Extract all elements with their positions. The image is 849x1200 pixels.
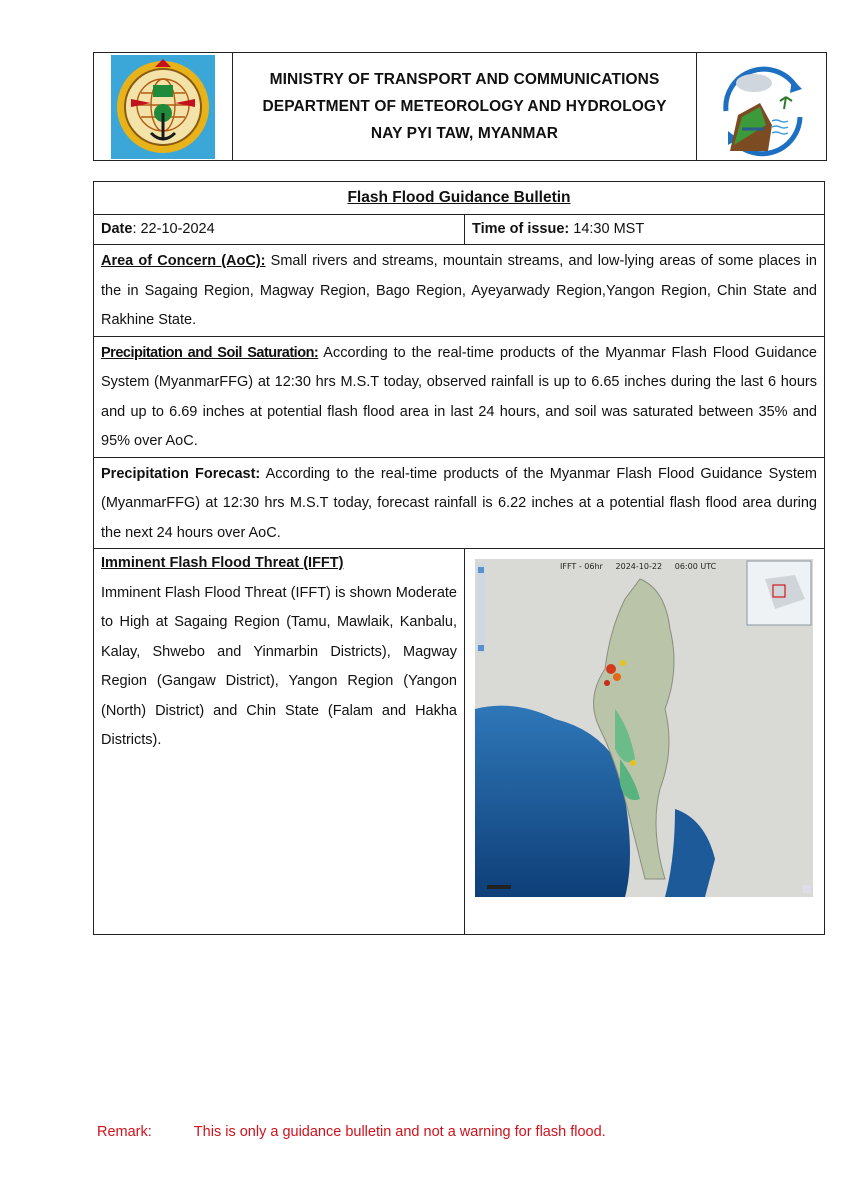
ifft-section <box>94 549 824 934</box>
hydrology-cycle-icon <box>708 55 816 159</box>
precip-label: Precipitation and Soil Saturation: <box>101 344 319 361</box>
remark <box>97 1124 606 1140</box>
forecast-label: Precipitation Forecast: <box>101 465 261 482</box>
precip-text: According to the real-time products of the Myanmar Flash Flood Guidance System (MyanmarFFG) at 12:30 hrs M.S.T today, observed rainfall is up to 6.65 inches during the last 6 hours and up to 6.69 inches at potential flash flood area in last 24 hours, and soil was saturated between 35% and 95% over AoC. <box>101 344 817 449</box>
myanmar-ifft-map <box>475 559 813 897</box>
precipitation-forecast <box>94 458 824 550</box>
location-name: NAY PYI TAW, MYANMAR <box>370 124 559 142</box>
date-label: Date <box>101 221 133 237</box>
issue-date <box>94 215 465 244</box>
forecast-text: According to the real-time products of the Myanmar Flash Flood Guidance System (MyanmarFFG) at 12:30 hrs M.S.T today, forecast rainfall is 6.22 inches at a potential flash flood area during the next 24 hours over AoC. <box>101 465 818 541</box>
header-titles <box>233 53 696 160</box>
date-value: : 22-10-2024 <box>132 221 215 237</box>
area-of-concern <box>94 245 824 337</box>
issue-time <box>465 215 651 244</box>
date-time-row <box>94 215 824 245</box>
header-table <box>93 52 827 161</box>
remark-label: Remark: <box>97 1124 152 1140</box>
ifft-description <box>94 549 465 934</box>
ifft-map-cell <box>465 549 824 934</box>
ifft-text: Imminent Flash Flood Threat (IFFT) is shown Moderate to High at Sagaing Region (Tamu, Mawlaik, Kanbalu, Kalay, Shwebo and Yinmarbin Districts), Magway Region (Gangaw District), Yangon Region (Yangon (North) District) and Chin State (Falam and Hakha Districts). <box>101 584 457 748</box>
aoc-label: Area of Concern (AoC): <box>101 253 266 269</box>
precipitation-soil-saturation <box>94 337 824 458</box>
ministry-name: MINISTRY OF TRANSPORT AND COMMUNICATIONS <box>269 70 660 88</box>
bulletin-table <box>93 181 825 935</box>
map-caption: IFFT - 06hr 2024-10-22 06:00 UTC <box>560 562 717 571</box>
bulletin-title: Flash Flood Guidance Bulletin <box>94 182 824 215</box>
ministry-emblem <box>94 53 233 160</box>
time-value: 14:30 MST <box>569 221 645 237</box>
ifft-map-image <box>475 559 813 897</box>
department-name: DEPARTMENT OF METEOROLOGY AND HYDROLOGY <box>262 97 667 115</box>
aoc-text: Small rivers and streams, mountain streams, and low-lying areas of some places in the in Sagaing Region, Magway Region, Bago Region, Ayeyarwady Region,Yangon Region, Chin State and Rakhine State. <box>101 253 817 328</box>
remark-text: This is only a guidance bulletin and not a warning for flash flood. <box>193 1124 606 1140</box>
ifft-label: Imminent Flash Flood Threat (IFFT) <box>101 555 344 571</box>
hydrology-logo <box>696 53 826 160</box>
time-label: Time of issue: <box>472 221 570 237</box>
ministry-emblem-icon <box>111 55 215 159</box>
